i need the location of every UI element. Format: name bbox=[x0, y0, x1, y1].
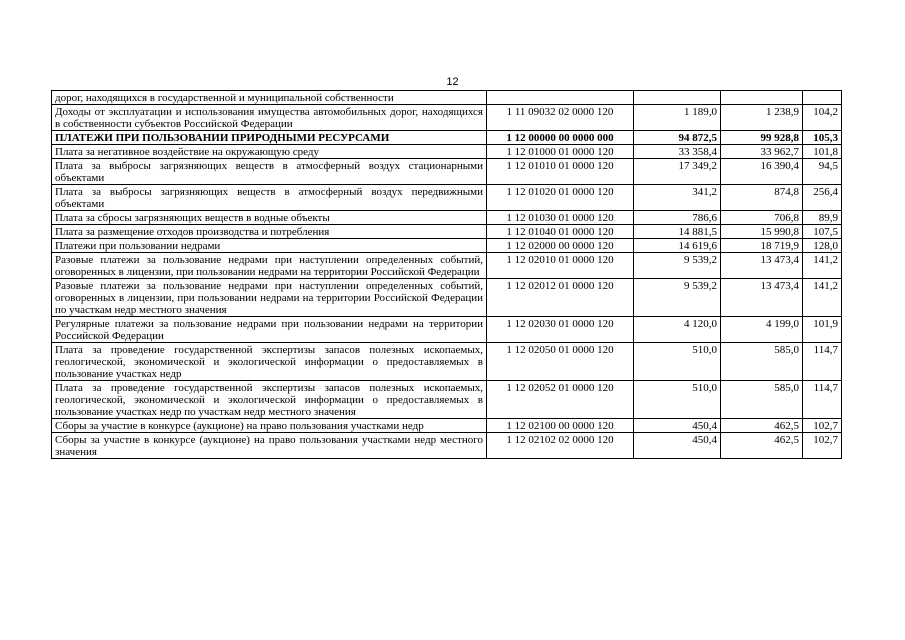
row-value-1: 17 349,2 bbox=[634, 159, 721, 185]
row-percent: 105,3 bbox=[803, 131, 842, 145]
row-value-2: 15 990,8 bbox=[721, 225, 803, 239]
table-row bbox=[52, 145, 842, 159]
table-row bbox=[52, 239, 842, 253]
row-code: 1 12 02030 01 0000 120 bbox=[487, 317, 634, 343]
table-row bbox=[52, 433, 842, 459]
row-name: Плата за проведение государственной экспертизы запасов полезных ископаемых, геологической, экономической и экологической информации о предоставляемых в пользование участках недр по участкам недр местного значения bbox=[52, 381, 487, 419]
table-row bbox=[52, 91, 842, 105]
budget-table bbox=[51, 90, 842, 459]
row-value-2: 18 719,9 bbox=[721, 239, 803, 253]
row-value-1: 510,0 bbox=[634, 381, 721, 419]
table-row bbox=[52, 317, 842, 343]
row-code: 1 12 02100 00 0000 120 bbox=[487, 419, 634, 433]
row-value-1: 33 358,4 bbox=[634, 145, 721, 159]
row-code: 1 12 02000 00 0000 120 bbox=[487, 239, 634, 253]
row-percent: 141,2 bbox=[803, 279, 842, 317]
row-value-1: 450,4 bbox=[634, 419, 721, 433]
row-code: 1 12 01010 01 0000 120 bbox=[487, 159, 634, 185]
row-value-2: 33 962,7 bbox=[721, 145, 803, 159]
row-percent bbox=[803, 91, 842, 105]
row-name: Плата за проведение государственной экспертизы запасов полезных ископаемых, геологической, экономической и экологической информации о предоставляемых в пользование участках недр bbox=[52, 343, 487, 381]
row-name: Платежи при пользовании недрами bbox=[52, 239, 487, 253]
row-value-1: 14 619,6 bbox=[634, 239, 721, 253]
table-row bbox=[52, 279, 842, 317]
row-percent: 101,8 bbox=[803, 145, 842, 159]
row-value-1: 4 120,0 bbox=[634, 317, 721, 343]
row-name: Плата за негативное воздействие на окружающую среду bbox=[52, 145, 487, 159]
row-percent: 102,7 bbox=[803, 433, 842, 459]
row-value-2 bbox=[721, 91, 803, 105]
row-code: 1 12 01000 01 0000 120 bbox=[487, 145, 634, 159]
row-code: 1 12 01040 01 0000 120 bbox=[487, 225, 634, 239]
row-value-1: 9 539,2 bbox=[634, 253, 721, 279]
row-percent: 256,4 bbox=[803, 185, 842, 211]
row-code: 1 12 02010 01 0000 120 bbox=[487, 253, 634, 279]
table-row bbox=[52, 253, 842, 279]
row-value-1: 94 872,5 bbox=[634, 131, 721, 145]
row-value-2: 1 238,9 bbox=[721, 105, 803, 131]
row-value-1: 1 189,0 bbox=[634, 105, 721, 131]
row-code: 1 11 09032 02 0000 120 bbox=[487, 105, 634, 131]
row-code: 1 12 02102 02 0000 120 bbox=[487, 433, 634, 459]
row-value-1: 786,6 bbox=[634, 211, 721, 225]
row-value-2: 585,0 bbox=[721, 343, 803, 381]
row-name: Регулярные платежи за пользование недрами при пользовании недрами на территории Российской Федерации bbox=[52, 317, 487, 343]
row-name: Разовые платежи за пользование недрами при наступлении определенных событий, оговоренных в лицензии, при пользовании недрами на территории Российской Федерации bbox=[52, 253, 487, 279]
row-code: 1 12 02052 01 0000 120 bbox=[487, 381, 634, 419]
row-percent: 94,5 bbox=[803, 159, 842, 185]
table-row bbox=[52, 159, 842, 185]
row-name: Сборы за участие в конкурсе (аукционе) на право пользования участками недр местного значения bbox=[52, 433, 487, 459]
budget-table-body bbox=[52, 91, 842, 459]
row-value-2: 13 473,4 bbox=[721, 253, 803, 279]
row-name: Плата за выбросы загрязняющих веществ в атмосферный воздух стационарными объектами bbox=[52, 159, 487, 185]
row-percent: 104,2 bbox=[803, 105, 842, 131]
row-name: Плата за размещение отходов производства и потребления bbox=[52, 225, 487, 239]
table-row bbox=[52, 131, 842, 145]
table-row bbox=[52, 225, 842, 239]
row-value-1: 14 881,5 bbox=[634, 225, 721, 239]
row-value-2: 16 390,4 bbox=[721, 159, 803, 185]
row-value-2: 13 473,4 bbox=[721, 279, 803, 317]
row-value-1: 510,0 bbox=[634, 343, 721, 381]
row-percent: 114,7 bbox=[803, 381, 842, 419]
table-row bbox=[52, 419, 842, 433]
row-value-2: 4 199,0 bbox=[721, 317, 803, 343]
row-value-2: 462,5 bbox=[721, 433, 803, 459]
row-name: Сборы за участие в конкурсе (аукционе) на право пользования участками недр bbox=[52, 419, 487, 433]
table-row bbox=[52, 185, 842, 211]
row-name: Плата за выбросы загрязняющих веществ в атмосферный воздух передвижными объектами bbox=[52, 185, 487, 211]
row-percent: 114,7 bbox=[803, 343, 842, 381]
row-percent: 101,9 bbox=[803, 317, 842, 343]
row-value-1: 450,4 bbox=[634, 433, 721, 459]
row-value-2: 462,5 bbox=[721, 419, 803, 433]
row-value-2: 585,0 bbox=[721, 381, 803, 419]
row-name: Разовые платежи за пользование недрами при наступлении определенных событий, оговоренных в лицензии, при пользовании недрами на территории Российской Федерации по участкам недр местного значения bbox=[52, 279, 487, 317]
row-code bbox=[487, 91, 634, 105]
row-value-2: 874,8 bbox=[721, 185, 803, 211]
row-value-2: 706,8 bbox=[721, 211, 803, 225]
row-percent: 107,5 bbox=[803, 225, 842, 239]
row-percent: 89,9 bbox=[803, 211, 842, 225]
row-percent: 141,2 bbox=[803, 253, 842, 279]
row-name: дорог, находящихся в государственной и муниципальной собственности bbox=[52, 91, 487, 105]
page-number: 12 bbox=[446, 76, 459, 88]
row-percent: 102,7 bbox=[803, 419, 842, 433]
row-value-1: 9 539,2 bbox=[634, 279, 721, 317]
row-percent: 128,0 bbox=[803, 239, 842, 253]
row-name: Доходы от эксплуатации и использования имущества автомобильных дорог, находящихся в собственности субъектов Российской Федерации bbox=[52, 105, 487, 131]
table-row bbox=[52, 211, 842, 225]
row-value-2: 99 928,8 bbox=[721, 131, 803, 145]
table-row bbox=[52, 105, 842, 131]
row-code: 1 12 01020 01 0000 120 bbox=[487, 185, 634, 211]
row-name: Плата за сбросы загрязняющих веществ в водные объекты bbox=[52, 211, 487, 225]
table-row bbox=[52, 343, 842, 381]
row-value-1 bbox=[634, 91, 721, 105]
row-code: 1 12 01030 01 0000 120 bbox=[487, 211, 634, 225]
row-code: 1 12 02050 01 0000 120 bbox=[487, 343, 634, 381]
row-code: 1 12 02012 01 0000 120 bbox=[487, 279, 634, 317]
table-row bbox=[52, 381, 842, 419]
row-code: 1 12 00000 00 0000 000 bbox=[487, 131, 634, 145]
row-value-1: 341,2 bbox=[634, 185, 721, 211]
row-name: ПЛАТЕЖИ ПРИ ПОЛЬЗОВАНИИ ПРИРОДНЫМИ РЕСУРСАМИ bbox=[52, 131, 487, 145]
